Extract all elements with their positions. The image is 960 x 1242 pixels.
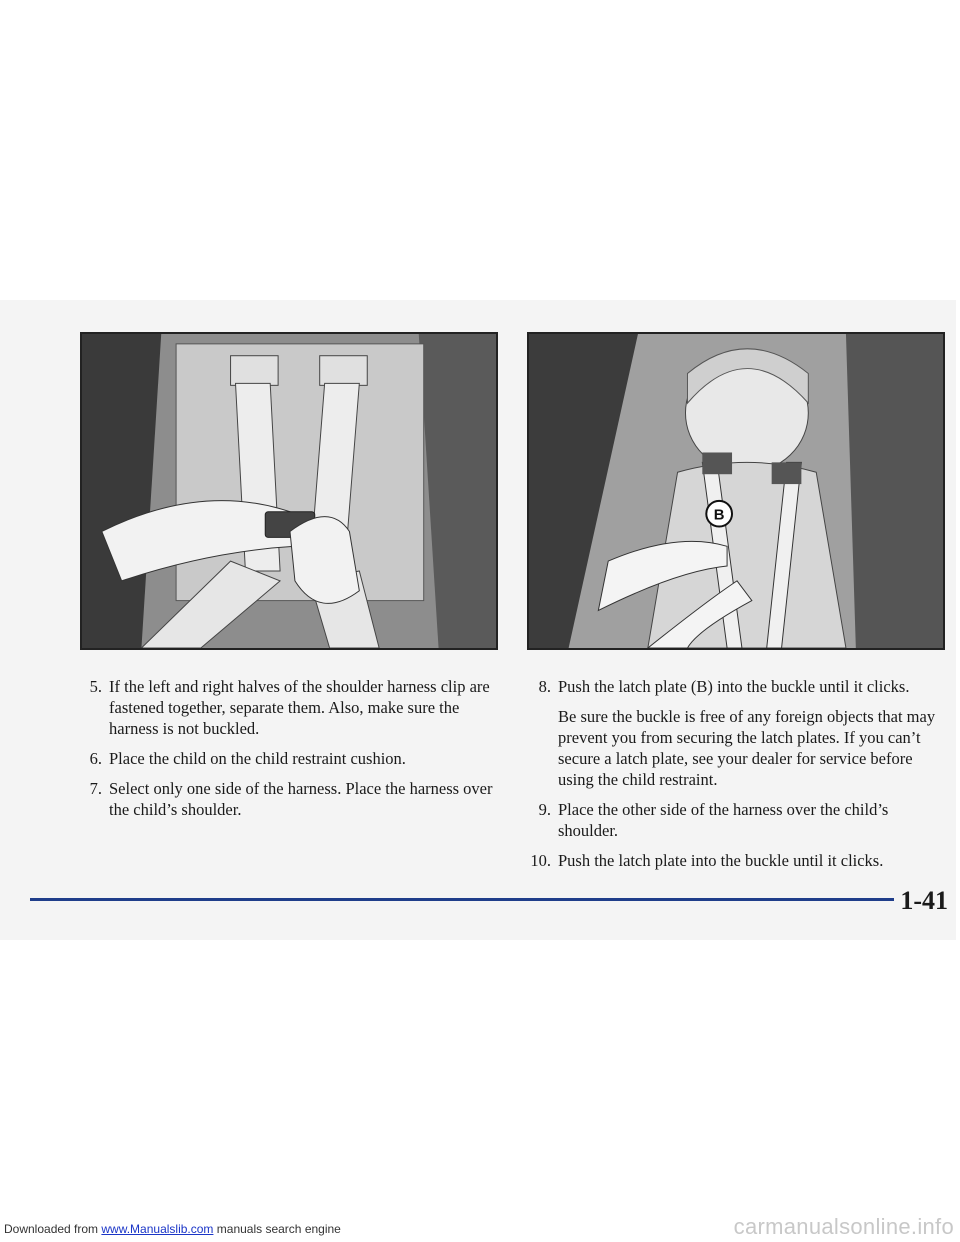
list-item <box>527 676 952 697</box>
step-text: Push the latch plate into the buckle until it clicks. <box>558 851 884 870</box>
step-number: 6. <box>89 749 102 768</box>
list-item <box>78 778 498 820</box>
list-item <box>78 748 498 769</box>
step-text: Place the child on the child restraint cushion. <box>109 749 406 768</box>
footer-suffix: manuals search engine <box>213 1222 341 1236</box>
watermark: carmanualsonline.info <box>733 1214 954 1239</box>
manualslib-link[interactable]: www.Manualslib.com <box>101 1222 214 1236</box>
step-number: 10. <box>530 851 551 870</box>
step-number: 7. <box>89 779 102 798</box>
steps-right-column <box>527 676 952 880</box>
illustration-unbuckle-harness <box>80 332 498 650</box>
list-item <box>527 850 952 871</box>
step-number: 8. <box>538 677 551 696</box>
footer-prefix: Downloaded from <box>4 1222 102 1236</box>
step-number: 5. <box>89 677 102 696</box>
page-number: 1-41 <box>900 886 948 915</box>
step-text: Select only one side of the harness. Place the harness over the child’s shoulder. <box>109 779 493 819</box>
list-item <box>78 676 498 739</box>
step-text: Place the other side of the harness over the child’s shoulder. <box>558 800 889 840</box>
step-text: Push the latch plate (B) into the buckle until it clicks. <box>558 677 910 696</box>
list-item <box>527 799 952 841</box>
steps-left-column <box>78 676 498 829</box>
harness-clip-illustration <box>82 334 496 648</box>
child-in-restraint-illustration <box>529 334 943 648</box>
step-text: If the left and right halves of the shoulder harness clip are fastened together, separate them. Also, make sure the harness is not buckled. <box>109 677 490 738</box>
page-rule <box>30 898 894 901</box>
step-note: Be sure the buckle is free of any foreign objects that may prevent you from securing the latch plates. If you can’t secure a latch plate, see your dealer for service before using the child restraint. <box>558 707 936 789</box>
illustration-child-harness <box>527 332 945 650</box>
step-number: 9. <box>538 800 551 819</box>
download-footer <box>4 1222 341 1236</box>
latch-plate-callout: B <box>713 507 725 524</box>
